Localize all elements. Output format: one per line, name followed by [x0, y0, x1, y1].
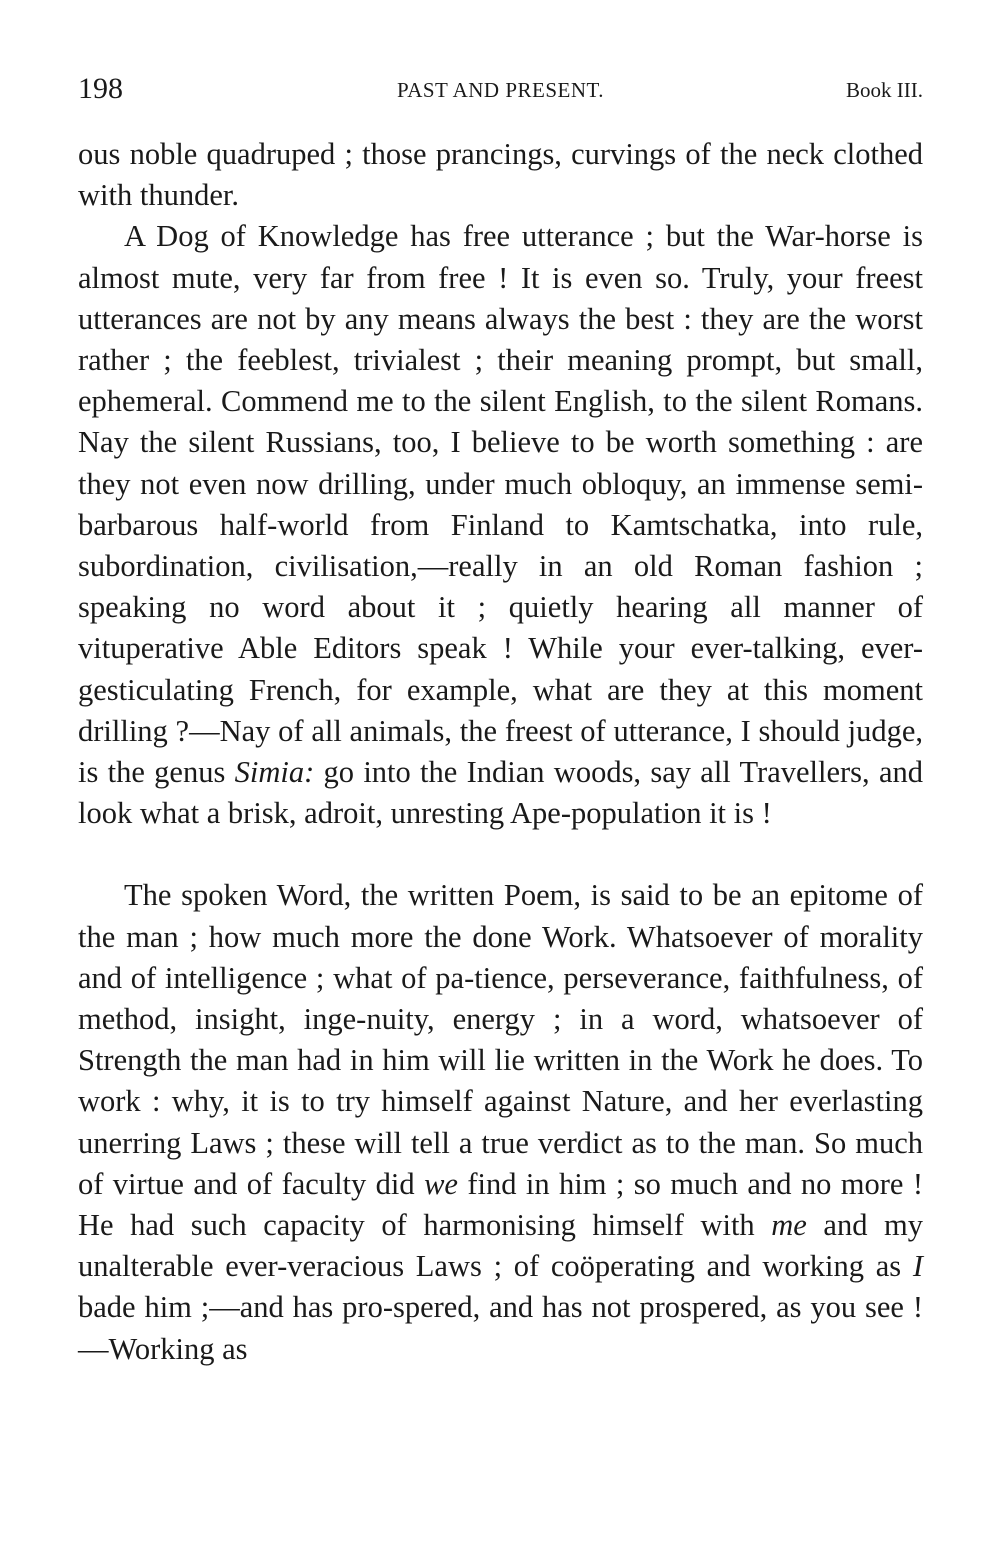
- italic-term-simia: Simia:: [234, 755, 315, 790]
- paragraph-continuation: [78, 134, 923, 216]
- text-segment: bade him ;—and has pro-spered, and has not prospered, as you see !—Working as: [78, 1290, 923, 1366]
- section-break: [78, 834, 923, 875]
- page-number: 198: [78, 72, 123, 105]
- text-segment: find in him ; so much and no more ! He had such capacity of harmonising himself with: [78, 1166, 923, 1243]
- italic-word-we: we: [424, 1166, 458, 1201]
- text-segment: A Dog of Knowledge has free utterance ; but the War-horse is almost mute, very far from free ! It is even so. Truly, your freest utterances are not by any means always the best : they are the worst rather ; the feeblest, trivialest ; their meaning prompt, but small, ephemeral. Commend me to the silent English, to the silent Romans. Nay the silent Russians, too, I believe to be worth something : are they not even now drilling, under much obloquy, an immense semi-barbarous half-world from Finland to Kamtschatka, into rule, subordination, civilisation,—really in an old Roman fashion ; speaking no word about it ; quietly hearing all manner of vituperative Able Editors speak ! While your ever-talking, ever-gesticulating French, for example, what are they at this moment drilling ?—Nay of all animals, the freest of utterance, I should judge, is the genus: [78, 219, 923, 790]
- text-segment: ous noble quadruped ; those prancings, curvings of the neck clothed with thunder.: [78, 137, 923, 213]
- text-segment: go into the Indian woods, say all Travellers, and look what a brisk, adroit, unresting Ape-population it is !: [78, 755, 923, 831]
- italic-word-me: me: [771, 1208, 807, 1243]
- running-title: PAST AND PRESENT.: [396, 78, 605, 102]
- running-head: [78, 68, 923, 112]
- paragraph-dog-of-knowledge: [78, 216, 923, 834]
- book-page: [78, 68, 923, 1548]
- book-label: Book III.: [846, 78, 923, 102]
- paragraph-spoken-word: [78, 875, 923, 1369]
- text-segment: The spoken Word, the written Poem, is said to be an epitome of the man ; how much more the done Work. Whatsoever of morality and of intelligence ; what of pa-tience, perseverance, faithfulness, of method, insight, inge-nuity, energy ; in a word, whatsoever of Strength the man had in him will lie written in the Work he does. To work : why, it is to try himself against Nature, and her everlasting unerring Laws ; these will tell a true verdict as to the man. So much of virtue and of faculty did: [78, 878, 923, 1201]
- text-segment: and my unalterable ever-veracious Laws ; of coöperating and working as: [78, 1208, 923, 1284]
- body-text: [78, 134, 923, 1370]
- italic-word-i: I: [912, 1249, 923, 1284]
